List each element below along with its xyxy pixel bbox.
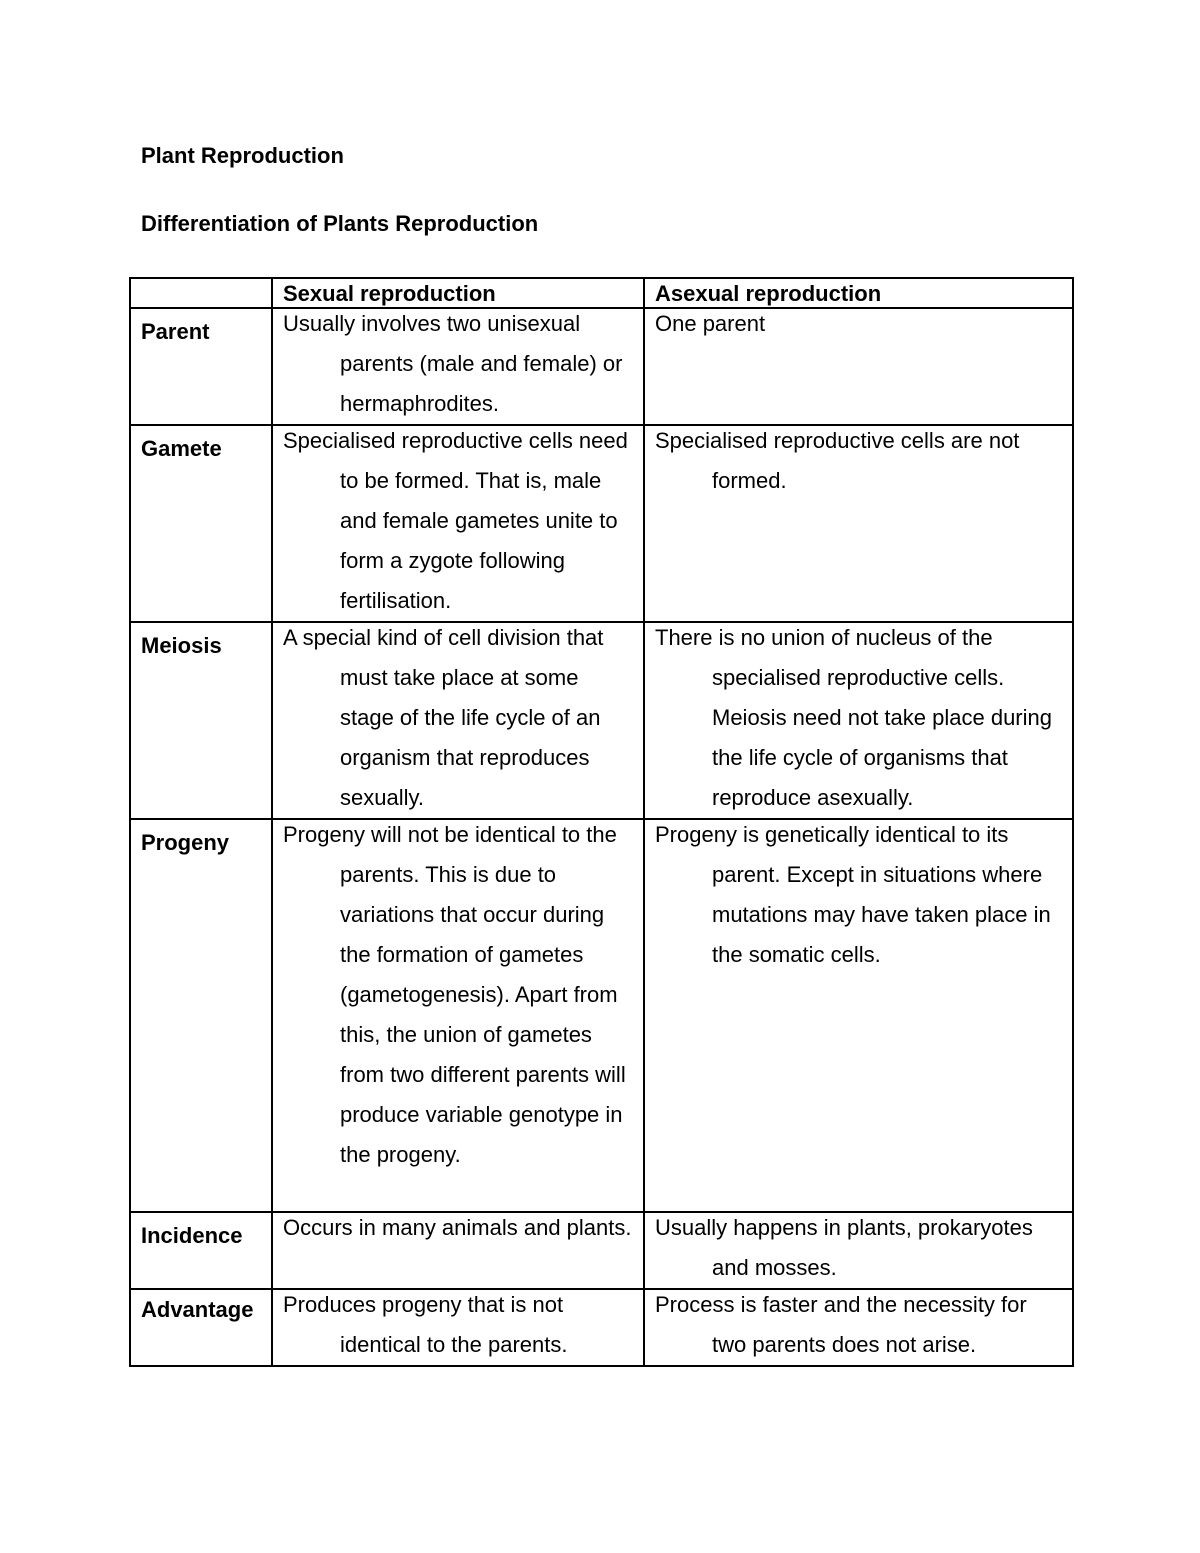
table-row bbox=[130, 622, 1073, 819]
cell-text: One parent bbox=[655, 311, 766, 336]
table-header-row bbox=[130, 278, 1073, 308]
cell-sexual-advantage bbox=[272, 1289, 644, 1366]
cell-text: Process is faster and the necessity for two parents does not arise. bbox=[655, 1292, 1027, 1357]
cell-asexual-progeny bbox=[644, 819, 1073, 1212]
cell-text: Progeny will not be identical to the parents. This is due to variations that occur during the formation of gametes (gametogenesis). Apart from this, the union of gametes from two different parents will produce variable genotype in the progeny. bbox=[283, 822, 626, 1167]
cell-asexual-gamete bbox=[644, 425, 1073, 622]
row-label-advantage: Advantage bbox=[130, 1289, 272, 1366]
cell-sexual-parent bbox=[272, 308, 644, 425]
cell-asexual-parent bbox=[644, 308, 1073, 425]
table-row bbox=[130, 308, 1073, 425]
row-label-incidence: Incidence bbox=[130, 1212, 272, 1289]
header-asexual-reproduction: Asexual reproduction bbox=[644, 278, 1073, 308]
table-row bbox=[130, 1212, 1073, 1289]
cell-text: Specialised reproductive cells are not formed. bbox=[655, 428, 1020, 493]
page-title: Plant Reproduction bbox=[141, 143, 344, 168]
cell-text: Produces progeny that is not identical to the parents. bbox=[283, 1292, 568, 1357]
cell-text: Specialised reproductive cells need to be formed. That is, male and female gametes unite to form a zygote following fertilisation. bbox=[283, 428, 628, 613]
cell-text: There is no union of nucleus of the specialised reproductive cells. Meiosis need not take place during the life cycle of organisms that reproduce asexually. bbox=[655, 625, 1052, 810]
row-label-gamete: Gamete bbox=[130, 425, 272, 622]
table-row bbox=[130, 425, 1073, 622]
cell-text: A special kind of cell division that must take place at some stage of the life cycle of an organism that reproduces sexually. bbox=[283, 625, 604, 810]
header-empty-cell bbox=[130, 278, 272, 308]
comparison-table bbox=[129, 277, 1074, 1367]
cell-sexual-progeny bbox=[272, 819, 644, 1212]
cell-text: Usually happens in plants, prokaryotes and mosses. bbox=[655, 1215, 1033, 1280]
row-label-parent: Parent bbox=[130, 308, 272, 425]
cell-text: Progeny is genetically identical to its parent. Except in situations where mutations may have taken place in the somatic cells. bbox=[655, 822, 1051, 967]
row-label-progeny: Progeny bbox=[130, 819, 272, 1212]
page-subtitle: Differentiation of Plants Reproduction bbox=[141, 211, 539, 236]
row-label-meiosis: Meiosis bbox=[130, 622, 272, 819]
cell-asexual-meiosis bbox=[644, 622, 1073, 819]
table-row bbox=[130, 1289, 1073, 1366]
table-row bbox=[130, 819, 1073, 1212]
cell-asexual-incidence bbox=[644, 1212, 1073, 1289]
cell-sexual-gamete bbox=[272, 425, 644, 622]
header-sexual-reproduction: Sexual reproduction bbox=[272, 278, 644, 308]
cell-sexual-meiosis bbox=[272, 622, 644, 819]
cell-text: Usually involves two unisexual parents (male and female) or hermaphrodites. bbox=[283, 311, 623, 416]
cell-sexual-incidence bbox=[272, 1212, 644, 1289]
cell-asexual-advantage bbox=[644, 1289, 1073, 1366]
cell-text: Occurs in many animals and plants. bbox=[283, 1215, 632, 1240]
